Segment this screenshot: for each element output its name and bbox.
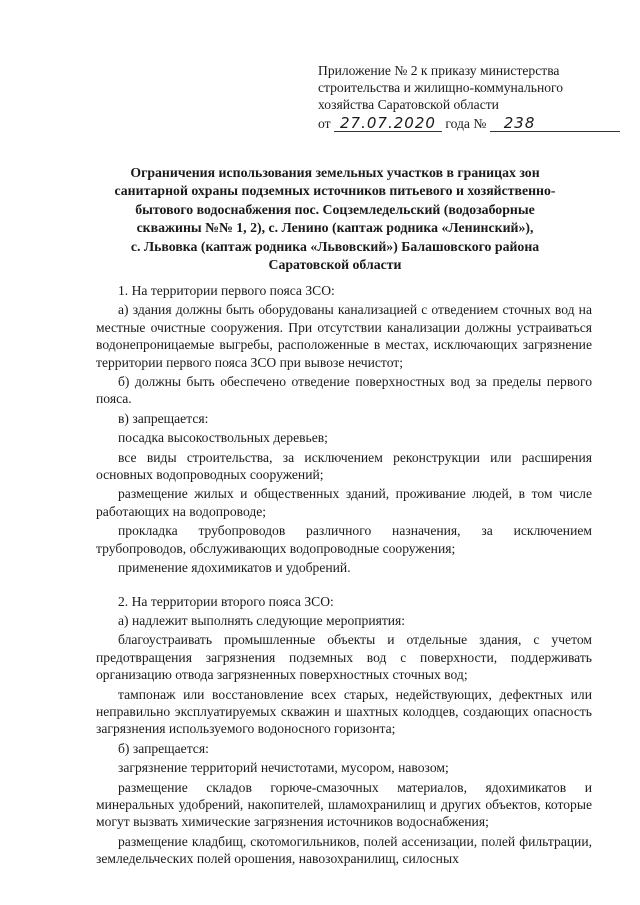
title-line-6: Саратовской области [268, 257, 402, 273]
header-line-1: Приложение № 2 к приказу министерства [318, 63, 560, 78]
section-1-heading: 1. На территории первого пояса ЗСО: [118, 283, 335, 298]
section-1-prohibition-5: применение ядохимикатов и удобрений. [118, 560, 351, 576]
title-line-3: бытового водоснабжения пос. Соцземледельский (водозаборные [135, 201, 535, 217]
title-line-5: с. Львовка (каптаж родника «Львовский») Балашовского района [130, 238, 540, 254]
order-date-number-line [318, 115, 598, 132]
section-1-prohibition-4: прокладка трубопроводов различного назначения, за исключением трубопроводов, обслуживающих водопроводные сооружения; [96, 523, 592, 556]
year-number-label: года № [445, 116, 487, 131]
section-1-item-b: б) должны быть обеспечено отведение поверхностных вод за пределы первого пояса. [96, 374, 592, 407]
title-line-4: скважины №№ 1, 2), с. Ленино (каптаж родника «Ленинский»), [136, 220, 534, 236]
document-title [90, 164, 580, 274]
section-1-item-c: в) запрещается: [118, 410, 209, 426]
header-line-2: строительства и жилищно-коммунального [318, 80, 564, 95]
section-1-prohibition-1: посадка высокоствольных деревьев; [118, 430, 328, 446]
title-line-2: санитарной охраны подземных источников питьевого и хозяйственно- [114, 183, 556, 199]
title-line-1: Ограничения использования земельных участков в границах зон [130, 165, 540, 180]
handwritten-date: 27.07.2020 [334, 116, 442, 132]
handwritten-order-number: 238 [490, 116, 620, 132]
section-1-item-a: а) здания должны быть оборудованы канализацией с отведением сточных вод на местные очистные сооружения. При отсутствии канализации должны устраиваться водонепроницаемые выгребы, расположенные в местах, исключающих загрязнение территории первого пояса ЗСО при вывозе нечистот; [96, 302, 592, 370]
section-1-prohibition-3: размещение жилых и общественных зданий, проживание людей, в том числе работающих на водопроводе; [96, 486, 592, 519]
document-body [96, 282, 592, 870]
header-line-3: хозяйства Саратовской области [318, 97, 499, 112]
section-2-heading: 2. На территории второго пояса ЗСО: [118, 593, 334, 609]
section-2-item-a: а) надлежит выполнять следующие мероприятия: [118, 612, 406, 628]
section-2-prohibition-3: размещение кладбищ, скотомогильников, полей ассенизации, полей фильтрации, земледельческих полей орошения, навозохранилищ, силосных [96, 833, 592, 867]
section-2-prohibition-2: размещение складов горюче-смазочных материалов, ядохимикатов и минеральных удобрений, накопителей, шламохранилищ и других объектов, которые могут вызвать химические загрязнения источников водоснабжения; [96, 779, 592, 830]
section-2-prohibition-1: загрязнение территорий нечистотами, мусором, навозом; [118, 760, 449, 776]
from-label: от [318, 116, 331, 131]
section-2-measure-2: тампонаж или восстановление всех старых, недействующих, дефектных или неправильно эксплуатируемых скважин и шахтных колодцев, создающих опасность загрязнения используемого водоносного горизонта; [96, 686, 592, 737]
order-appendix-header [318, 62, 598, 132]
section-1-prohibition-2: все виды строительства, за исключением реконструкции или расширения основных водопроводных сооружений; [96, 449, 592, 483]
section-2-measure-1: благоустраивать промышленные объекты и отдельные здания, с учетом предотвращения загрязнения подземных вод с поверхности, поддерживать организацию отвода загрязненных поверхностных сточных вод; [96, 632, 592, 683]
section-2-item-b: б) запрещается: [118, 740, 209, 756]
section-gap [96, 579, 592, 593]
